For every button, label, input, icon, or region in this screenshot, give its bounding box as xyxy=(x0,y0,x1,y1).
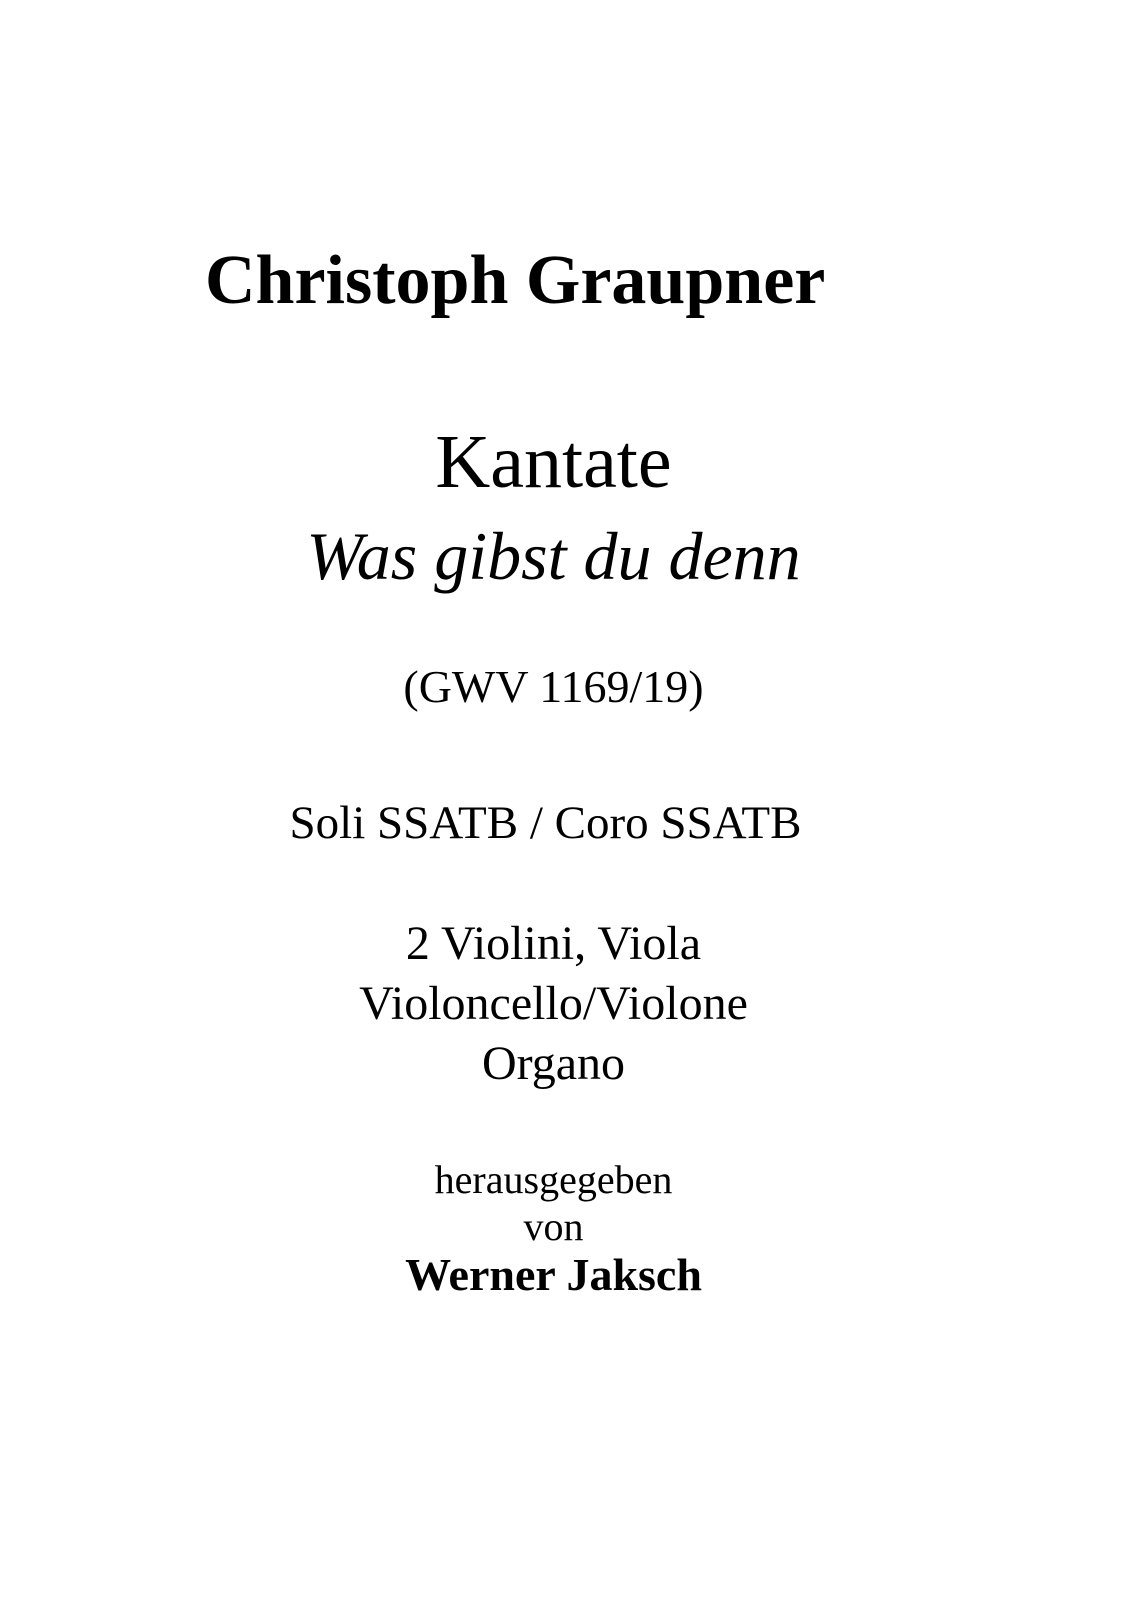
composer-name: Christoph Graupner xyxy=(205,242,826,319)
catalog-number: (GWV 1169/19) xyxy=(403,661,704,712)
instrument-line: 2 Violini, Viola xyxy=(405,917,702,970)
work-type: Kantate xyxy=(435,420,672,504)
instrument-line: Violoncello/Violone xyxy=(359,977,748,1030)
editor-name: Werner Jaksch xyxy=(405,1249,702,1300)
editor-preposition: von xyxy=(523,1204,584,1249)
work-title: Was gibst du denn xyxy=(306,518,801,594)
voices-scoring: Soli SSATB / Coro SSATB xyxy=(289,797,802,849)
editor-label: herausgegeben xyxy=(434,1157,673,1202)
instrument-line: Organo xyxy=(481,1037,626,1090)
